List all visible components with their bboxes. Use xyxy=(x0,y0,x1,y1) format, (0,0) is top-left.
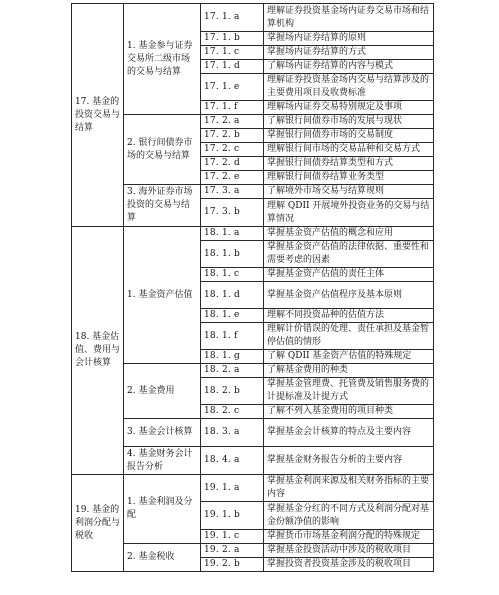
item-code: 18. 2. a xyxy=(201,364,264,378)
item-content: 掌握场内证券结算的方式 xyxy=(264,46,434,60)
item-content: 掌握基金资产估值的责任主体 xyxy=(264,268,434,282)
item-content: 掌握基金资产估值的法律依据、重要性和需要考虑的因素 xyxy=(264,241,434,268)
item-code: 17. 2. c xyxy=(201,143,264,157)
section-title: 1. 基金参与证券交易所二级市场的交易与结算 xyxy=(124,4,201,115)
item-content: 了解场内证券结算的内容与模式 xyxy=(264,60,434,74)
table-row xyxy=(72,544,434,558)
chapter-title: 18. 基金估值、费用与会计核算 xyxy=(72,227,124,475)
table-row xyxy=(72,364,434,378)
section-title: 2. 基金费用 xyxy=(124,364,201,419)
item-code: 17. 1. e xyxy=(201,74,264,101)
syllabus-body xyxy=(72,4,434,572)
item-code: 17. 2. a xyxy=(201,115,264,129)
item-code: 18. 1. d xyxy=(201,282,264,309)
item-content: 掌握货币市场基金利润分配的特殊规定 xyxy=(264,530,434,544)
item-code: 18. 1. c xyxy=(201,268,264,282)
item-code: 17. 1. c xyxy=(201,46,264,60)
item-code: 17. 2. d xyxy=(201,157,264,171)
table-row xyxy=(72,185,434,199)
syllabus-table xyxy=(71,3,434,572)
item-content: 理解证券投资基金场内交易与结算涉及的主要费用项目及收费标准 xyxy=(264,74,434,101)
item-content: 掌握基金分红的不同方式及利润分配对基金份额净值的影响 xyxy=(264,502,434,530)
item-content: 了解 QDII 基金资产估值的特殊规定 xyxy=(264,350,434,364)
item-content: 掌握基金资产估值程序及基本原则 xyxy=(264,282,434,309)
item-code: 18. 1. g xyxy=(201,350,264,364)
section-title: 2. 基金税收 xyxy=(124,544,201,572)
item-code: 18. 2. c xyxy=(201,405,264,419)
item-content: 理解银行间债券结算业务类型 xyxy=(264,171,434,185)
item-content: 理解 QDII 开展境外投资业务的交易与结算情况 xyxy=(264,199,434,227)
table-row xyxy=(72,447,434,475)
item-code: 18. 1. a xyxy=(201,227,264,241)
item-content: 理解场内证券交易特别规定及事项 xyxy=(264,101,434,115)
section-title: 3. 海外证券市场投资的交易与结算 xyxy=(124,185,201,227)
item-content: 了解境外市场交易与结算规则 xyxy=(264,185,434,199)
table-row xyxy=(72,419,434,447)
item-code: 18. 1. b xyxy=(201,241,264,268)
section-title: 4. 基金财务会计报告分析 xyxy=(124,447,201,475)
item-content: 理解不同投资品种的估值方法 xyxy=(264,309,434,323)
section-title: 1. 基金资产估值 xyxy=(124,227,201,364)
item-code: 19. 2. a xyxy=(201,544,264,558)
table-row xyxy=(72,115,434,129)
item-code: 18. 3. a xyxy=(201,419,264,447)
item-code: 17. 2. b xyxy=(201,129,264,143)
table-row xyxy=(72,4,434,32)
item-content: 掌握基金管理费、托管费及销售服务费的计提标准及计提方式 xyxy=(264,378,434,405)
item-code: 18. 2. b xyxy=(201,378,264,405)
table-row xyxy=(72,475,434,502)
item-content: 掌握银行间债券结算类型和方式 xyxy=(264,157,434,171)
item-code: 19. 1. a xyxy=(201,475,264,502)
item-code: 17. 2. e xyxy=(201,171,264,185)
item-code: 17. 1. d xyxy=(201,60,264,74)
item-content: 了解银行间债券市场的发展与现状 xyxy=(264,115,434,129)
item-code: 19. 1. c xyxy=(201,530,264,544)
section-title: 3. 基金会计核算 xyxy=(124,419,201,447)
item-content: 掌握基金资产估值的概念和应用 xyxy=(264,227,434,241)
item-content: 理解银行间市场的交易品种和交易方式 xyxy=(264,143,434,157)
item-content: 理解证券投资基金场内证券交易市场和结算机构 xyxy=(264,4,434,32)
item-content: 了解基金费用的种类 xyxy=(264,364,434,378)
section-title: 1. 基金利润及分配 xyxy=(124,475,201,544)
item-code: 17. 1. b xyxy=(201,32,264,46)
chapter-title: 19. 基金的利润分配与税收 xyxy=(72,475,124,572)
item-content: 掌握基金财务报告分析的主要内容 xyxy=(264,447,434,475)
item-code: 17. 1. a xyxy=(201,4,264,32)
table-row xyxy=(72,227,434,241)
item-code: 17. 3. b xyxy=(201,199,264,227)
item-content: 掌握基金利润来源及相关财务指标的主要内容 xyxy=(264,475,434,502)
item-code: 18. 1. f xyxy=(201,323,264,350)
item-content: 掌握投资者投资基金涉及的税收项目 xyxy=(264,558,434,572)
chapter-title: 17. 基金的投资交易与结算 xyxy=(72,4,124,227)
item-code: 18. 1. e xyxy=(201,309,264,323)
item-content: 掌握基金投资活动中涉及的税收项目 xyxy=(264,544,434,558)
item-code: 19. 1. b xyxy=(201,502,264,530)
item-content: 掌握场内证券结算的原则 xyxy=(264,32,434,46)
item-code: 19. 2. b xyxy=(201,558,264,572)
item-content: 掌握银行间债券市场的交易制度 xyxy=(264,129,434,143)
item-content: 掌握基金会计核算的特点及主要内容 xyxy=(264,419,434,447)
item-content: 理解计价错误的处理、责任承担及基金暂停估值的情形 xyxy=(264,323,434,350)
section-title: 2. 银行间债券市场的交易与结算 xyxy=(124,115,201,185)
item-code: 18. 4. a xyxy=(201,447,264,475)
item-content: 了解不列入基金费用的项目种类 xyxy=(264,405,434,419)
item-code: 17. 3. a xyxy=(201,185,264,199)
item-code: 17. 1. f xyxy=(201,101,264,115)
